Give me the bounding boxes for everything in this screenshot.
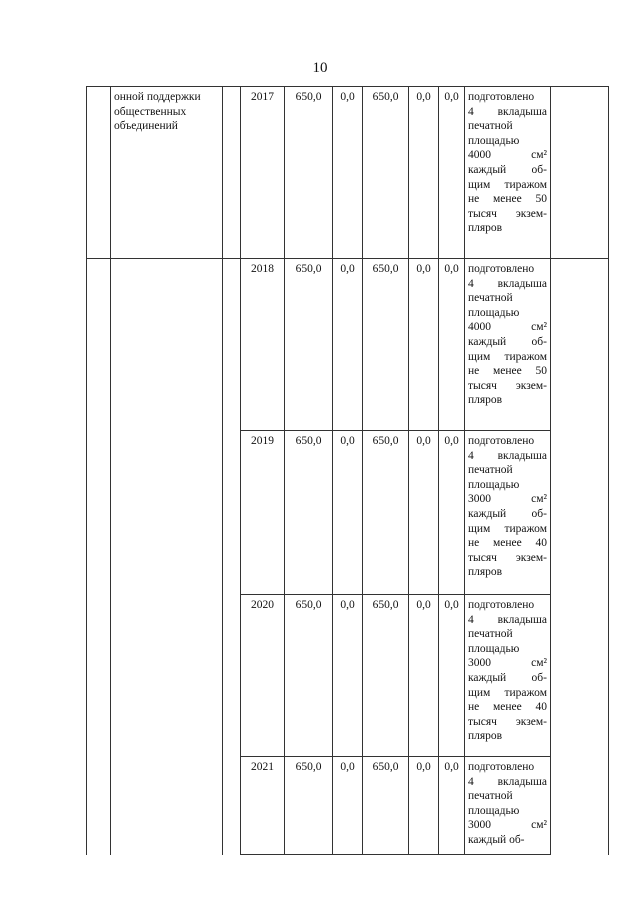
notes-cell bbox=[551, 87, 609, 259]
executor-cell bbox=[223, 757, 241, 855]
result-line: 4 вкладыша bbox=[468, 449, 547, 462]
program-name-line: онной поддержки bbox=[114, 91, 201, 103]
year-cell: 2018 bbox=[241, 259, 285, 431]
program-name-cell bbox=[111, 431, 223, 595]
total-funding-cell: 650,0 bbox=[285, 431, 333, 595]
result-line: подготовлено bbox=[468, 91, 535, 103]
result-line: 4000 см² bbox=[468, 149, 547, 162]
table-row bbox=[87, 431, 609, 595]
regional-budget-cell: 650,0 bbox=[363, 259, 409, 431]
regional-budget-cell: 650,0 bbox=[363, 431, 409, 595]
local-budget-cell: 0,0 bbox=[409, 595, 439, 757]
result-line: пляров bbox=[468, 394, 503, 407]
regional-budget-cell: 650,0 bbox=[363, 757, 409, 855]
result-line: щим тиражом bbox=[468, 686, 547, 699]
local-budget-cell: 0,0 bbox=[409, 87, 439, 259]
result-line: пляров bbox=[468, 730, 503, 743]
regional-budget-cell: 650,0 bbox=[363, 595, 409, 757]
federal-budget-cell: 0,0 bbox=[333, 757, 363, 855]
regional-budget-cell: 650,0 bbox=[363, 87, 409, 259]
result-line: щим тиражом bbox=[468, 178, 547, 191]
other-sources-cell: 0,0 bbox=[439, 757, 465, 855]
result-line: каждый об- bbox=[468, 163, 547, 176]
result-line: щим тиражом bbox=[468, 350, 547, 363]
other-sources-cell: 0,0 bbox=[439, 259, 465, 431]
result-line: не менее 40 bbox=[468, 701, 547, 714]
table-row bbox=[87, 757, 609, 855]
notes-cell bbox=[551, 259, 609, 431]
result-line: 3000 см² bbox=[468, 819, 547, 832]
result-line: печатной bbox=[468, 292, 513, 305]
notes-cell bbox=[551, 595, 609, 757]
other-sources-cell: 0,0 bbox=[439, 431, 465, 595]
result-line: щим тиражом bbox=[468, 522, 547, 535]
row-number-cell bbox=[87, 431, 111, 595]
other-sources-cell: 0,0 bbox=[439, 87, 465, 259]
program-name-cell bbox=[111, 595, 223, 757]
total-funding-cell: 650,0 bbox=[285, 259, 333, 431]
table-row bbox=[87, 87, 609, 259]
result-line: площадью bbox=[468, 478, 520, 491]
year-cell: 2019 bbox=[241, 431, 285, 595]
result-line: каждый об- bbox=[468, 833, 525, 846]
result-line: тысяч экзем- bbox=[468, 715, 547, 728]
result-line: каждый об- bbox=[468, 671, 547, 684]
year-cell: 2017 bbox=[241, 87, 285, 259]
result-line: пляров bbox=[468, 566, 503, 579]
result-line: подготовлено bbox=[468, 435, 535, 447]
program-name-cell bbox=[111, 757, 223, 855]
result-line: 3000 см² bbox=[468, 657, 547, 670]
result-line: тысяч экзем- bbox=[468, 379, 547, 392]
result-line: 4000 см² bbox=[468, 321, 547, 334]
result-line: площадью bbox=[468, 306, 520, 319]
table-row bbox=[87, 595, 609, 757]
total-funding-cell: 650,0 bbox=[285, 87, 333, 259]
row-number-cell bbox=[87, 259, 111, 431]
result-cell bbox=[465, 757, 551, 855]
result-line: 3000 см² bbox=[468, 493, 547, 506]
result-line: не менее 50 bbox=[468, 365, 547, 378]
result-cell bbox=[465, 259, 551, 431]
local-budget-cell: 0,0 bbox=[409, 757, 439, 855]
result-line: не менее 50 bbox=[468, 193, 547, 206]
local-budget-cell: 0,0 bbox=[409, 431, 439, 595]
result-line: площадью bbox=[468, 134, 520, 147]
notes-cell bbox=[551, 757, 609, 855]
local-budget-cell: 0,0 bbox=[409, 259, 439, 431]
federal-budget-cell: 0,0 bbox=[333, 595, 363, 757]
executor-cell bbox=[223, 259, 241, 431]
result-line: 4 вкладыша bbox=[468, 775, 547, 788]
result-line: 4 вкладыша bbox=[468, 277, 547, 290]
result-line: 4 вкладыша bbox=[468, 613, 547, 626]
federal-budget-cell: 0,0 bbox=[333, 431, 363, 595]
result-line: 4 вкладыша bbox=[468, 105, 547, 118]
result-line: подготовлено bbox=[468, 761, 535, 773]
row-number-cell bbox=[87, 87, 111, 259]
executor-cell bbox=[223, 87, 241, 259]
result-line: печатной bbox=[468, 628, 513, 641]
result-line: тысяч экзем- bbox=[468, 207, 547, 220]
result-line: площадью bbox=[468, 804, 520, 817]
total-funding-cell: 650,0 bbox=[285, 757, 333, 855]
table-row bbox=[87, 259, 609, 431]
row-number-cell bbox=[87, 595, 111, 757]
year-cell: 2020 bbox=[241, 595, 285, 757]
result-line: печатной bbox=[468, 464, 513, 477]
program-name-line: объединений bbox=[114, 120, 178, 133]
result-cell bbox=[465, 595, 551, 757]
program-table bbox=[86, 86, 609, 855]
page-number: 10 bbox=[312, 60, 328, 76]
result-line: печатной bbox=[468, 120, 513, 133]
total-funding-cell: 650,0 bbox=[285, 595, 333, 757]
result-line: не менее 40 bbox=[468, 537, 547, 550]
result-line: площадью bbox=[468, 642, 520, 655]
other-sources-cell: 0,0 bbox=[439, 595, 465, 757]
executor-cell bbox=[223, 431, 241, 595]
result-cell bbox=[465, 431, 551, 595]
result-line: печатной bbox=[468, 790, 513, 803]
result-line: тысяч экзем- bbox=[468, 551, 547, 564]
program-name-cell bbox=[111, 87, 223, 259]
row-number-cell bbox=[87, 757, 111, 855]
result-line: подготовлено bbox=[468, 263, 535, 275]
result-line: каждый об- bbox=[468, 335, 547, 348]
program-name-line: общественных bbox=[114, 105, 187, 118]
result-line: каждый об- bbox=[468, 507, 547, 520]
program-name-cell bbox=[111, 259, 223, 431]
result-cell bbox=[465, 87, 551, 259]
year-cell: 2021 bbox=[241, 757, 285, 855]
result-line: подготовлено bbox=[468, 599, 535, 611]
result-line: пляров bbox=[468, 222, 503, 235]
executor-cell bbox=[223, 595, 241, 757]
federal-budget-cell: 0,0 bbox=[333, 259, 363, 431]
notes-cell bbox=[551, 431, 609, 595]
federal-budget-cell: 0,0 bbox=[333, 87, 363, 259]
